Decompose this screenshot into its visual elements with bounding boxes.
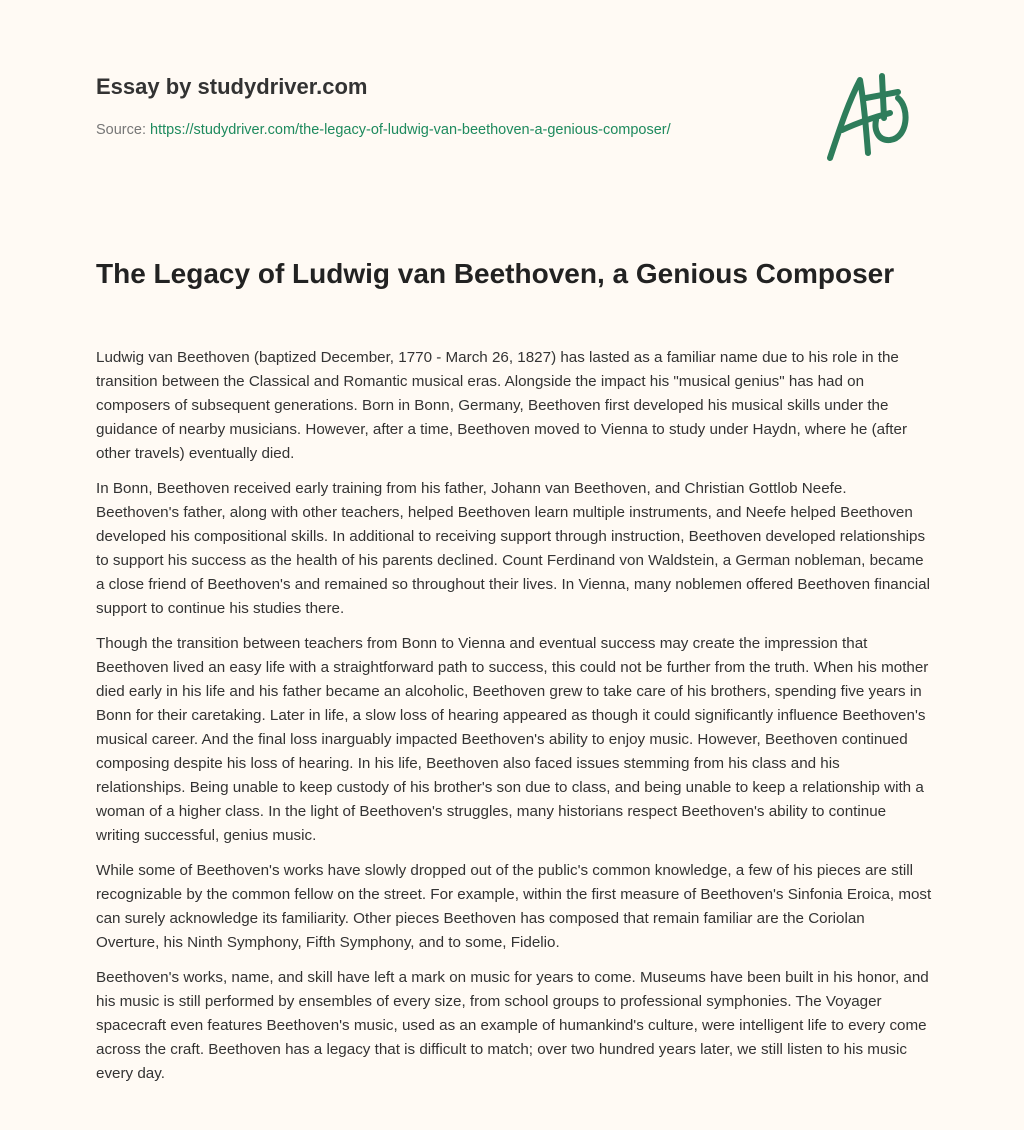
paragraph: While some of Beethoven's works have slowly dropped out of the public's common knowledge, a few of his pieces are still recognizable by the common fellow on the street. For example, within the first measure of Beethoven's Sinfonia Eroica, most can surely acknowledge its familiarity. Other pieces Beethoven has composed that remain familiar are the Coriolan Overture, his Ninth Symphony, Fifth Symphony, and to some, Fidelio. [96, 862, 932, 951]
paragraph: Though the transition between teachers from Bonn to Vienna and eventual success may create the impression that Beethoven lived an easy life with a straightforward path to success, this could not be further from the truth. When his mother died early in his life and his father became an alcoholic, Beethoven grew to take care of his brothers, spending five years in Bonn for their caretaking. Later in life, a slow loss of hearing appeared as though it could significantly influence Beethoven's musical career. And the final loss inarguably impacted Beethoven's ability to enjoy music. However, Beethoven continued composing despite his loss of hearing. In his life, Beethoven also faced issues stemming from his class and his relationships. Being unable to keep custody of his brother's son due to class, and being unable to keep a relationship with a woman of a higher class. In the light of Beethoven's struggles, many historians respect Beethoven's ability to continue writing successful, genius music. [96, 635, 929, 844]
a-plus-logo-icon [820, 68, 930, 168]
paragraph: Ludwig van Beethoven (baptized December, 1770 - March 26, 1827) has lasted as a familiar name due to his role in the transition between the Classical and Romantic musical eras. Alongside the impact his "musical genius" has had on composers of subsequent generations. Born in Bonn, Germany, Beethoven first developed his musical skills under the guidance of nearby musicians. However, after a time, Beethoven moved to Vienna to study under Haydn, where he (after other travels) eventually died. [96, 349, 908, 462]
paragraph: Beethoven's works, name, and skill have left a mark on music for years to come. Museums have been built in his honor, and his music is still performed by ensembles of every size, from school groups to professional symphonies. The Voyager spacecraft even features Beethoven's music, used as an example of humankind's culture, were intelligent life to every come across the craft. Beethoven has a legacy that is difficult to match; over two hundred years later, we still listen to his music every day. [96, 969, 929, 1082]
source-link[interactable]: https://studydriver.com/the-legacy-of-ludwig-van-beethoven-a-genious-composer/ [150, 122, 671, 138]
article-body [96, 346, 932, 1097]
source-line [96, 122, 671, 138]
source-label: Source: [96, 122, 146, 138]
site-brand: Essay by studydriver.com [96, 74, 368, 99]
paragraph: In Bonn, Beethoven received early training from his father, Johann van Beethoven, and Christian Gottlob Neefe. Beethoven's father, along with other teachers, helped Beethoven learn multiple instruments, and Neefe helped Beethoven developed his compositional skills. In additional to receiving support through instruction, Beethoven developed relationships to support his success as the health of his parents declined. Count Ferdinand von Waldstein, a German nobleman, became a close friend of Beethoven's and remained so throughout their lives. In Vienna, many noblemen offered Beethoven financial support to continue his studies there. [96, 480, 930, 617]
article-title: The Legacy of Ludwig van Beethoven, a Genious Composer [96, 258, 895, 289]
